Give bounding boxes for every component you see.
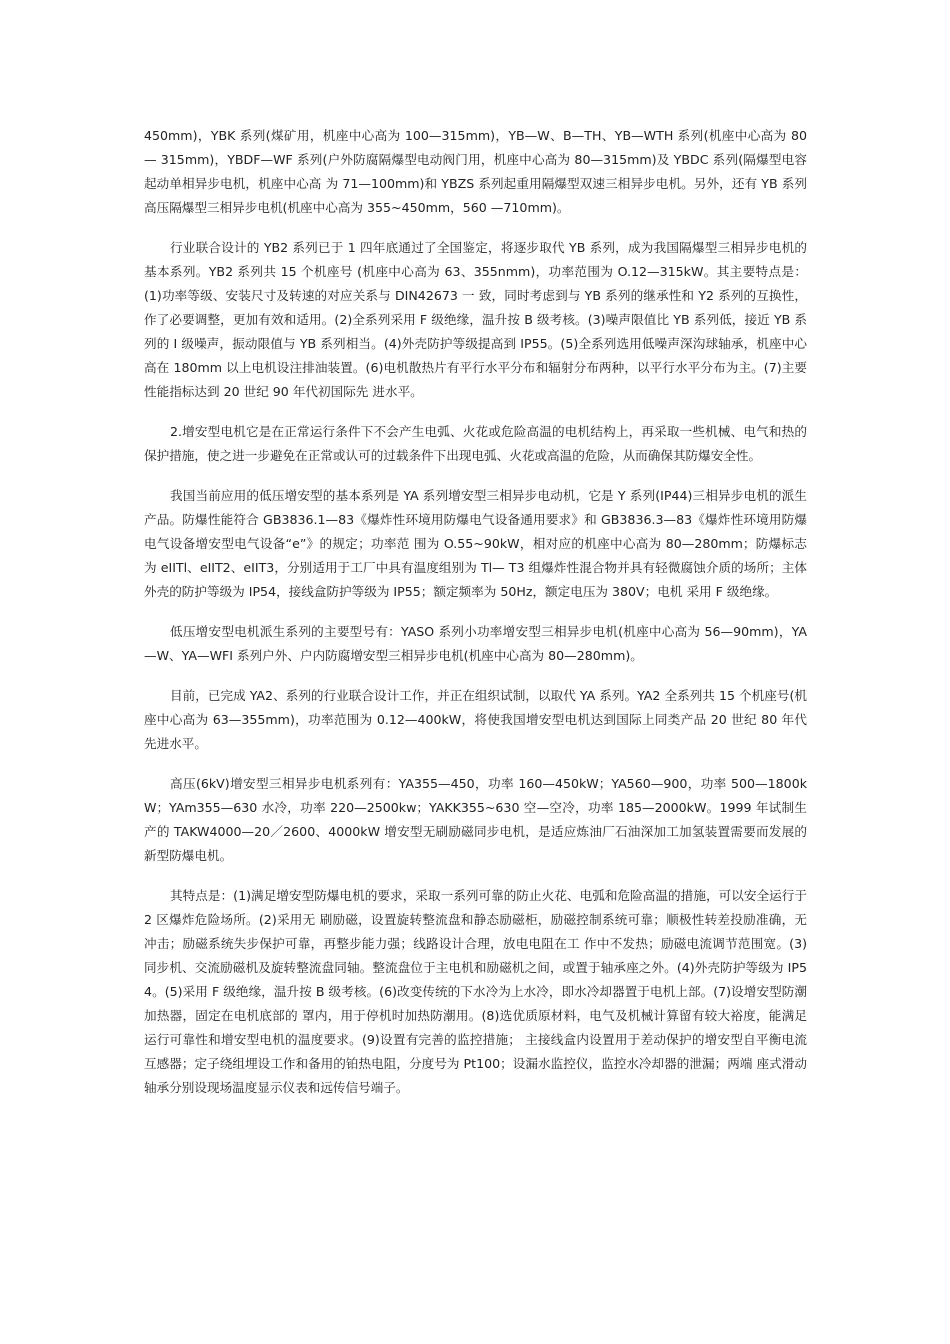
paragraph-ya-series: 我国当前应用的低压增安型的基本系列是 YA 系列增安型三相异步电动机，它是 Y 系列(IP44)三相异步电机的派生产品。防爆性能符合 GB3836.1—83《爆炸性环境用防爆电气设备通用要求》和 GB3836.3—83《爆炸性环境用防爆电气设备增安型电气设备“e”》的规定；功率范 围为 O.55~90kW，相对应的机座中心高为 80—280mm；防爆标志为 eIITl、eIIT2、eIIT3，分别适用于工厂中具有温度组别为 Tl— T3 组爆炸性混合物并具有轻微腐蚀介质的场所；主体外壳的防护等级为 IP54，接线盒防护等级为 IP55；额定频率为 50Hz，额定电压为 380V；电机 采用 F 级绝缘。 <box>144 488 807 599</box>
document-page <box>144 124 807 1116</box>
paragraph-features: 其特点是：(1)满足增安型防爆电机的要求，采取一系列可靠的防止火花、电弧和危险高温的措施，可以安全运行于 2 区爆炸危险场所。(2)采用无 刷励磁，设置旋转整流盘和静态励磁柜，励磁控制系统可靠；顺极性转差投励准确，无冲击；励磁系统失步保护可靠，再整步能力强；线路设计合理，放电电阻在工 作中不发热；励磁电流调节范围宽。(3)同步机、交流励磁机及旋转整流盘同轴。整流盘位于主电机和励磁机之间，或置于轴承座之外。(4)外壳防护等级为 IP54。(5)采用 F 级绝缘，温升按 B 级考核。(6)改变传统的下水冷为上水冷，即水冷却器置于电机上部。(7)设增安型防潮加热器，固定在电机底部的 罩内，用于停机时加热防潮用。(8)选优质原材料，电气及机械计算留有较大裕度，能满足运行可靠性和增安型电机的温度要求。(9)设置有完善的监控措施； 主接线盒内设置用于差动保护的增安型自平衡电流互感器；定子绕组埋设工作和备用的铂热电阻，分度号为 Pt100；设漏水监控仪，监控水冷却器的泄漏；两端 座式滑动轴承分别设现场温度显示仪表和远传信号端子。 <box>144 888 807 1095</box>
paragraph-high-voltage-series: 高压(6kV)增安型三相异步电机系列有：YA355—450，功率 160—450kW；YA560—900，功率 500—1800kW；YAm355—630 水冷，功率 220—2500kw；YAKK355~630 空—空冷，功率 185—2000kW。1999 年试制生产的 TAKW4000—20／2600、4000kW 增安型无刷励磁同步电机，是适应炼油厂石油深加工加氢装置需要而发展的新型防爆电机。 <box>144 776 807 863</box>
paragraph-continuation: 450mm)，YBK 系列(煤矿用，机座中心高为 100—315mm)，YB—W、B—TH、YB—WTH 系列(机座中心高为 80— 315mm)，YBDF—WF 系列(户外防腐隔爆型电动阀门用，机座中心高为 80—315mm)及 YBDC 系列(隔爆型电容起动单相异步电机，机座中心高 为 71—100mm)和 YBZS 系列起重用隔爆型双速三相异步电机。另外，还有 YB 系列高压隔爆型三相异步电机(机座中心高为 355~450mm，560 —710mm)。 <box>144 128 807 215</box>
paragraph-increased-safety-definition: 2.增安型电机它是在正常运行条件下不会产生电弧、火花或危险高温的电机结构上，再采取一些机械、电气和热的保护措施，使之进一步避免在正常或认可的过载条件下出现电弧、火花或高温的危险，从而确保其防爆安全性。 <box>144 424 807 463</box>
paragraph-derived-series: 低压增安型电机派生系列的主要型号有：YASO 系列小功率增安型三相异步电机(机座中心高为 56—90mm)，YA—W、YA—WFI 系列户外、户内防腐增安型三相异步电机(机座中心高为 80—280mm)。 <box>144 624 807 663</box>
paragraph-yb2-series: 行业联合设计的 YB2 系列已于 1 四年底通过了全国鉴定，将逐步取代 YB 系列，成为我国隔爆型三相异步电机的基本系列。YB2 系列共 15 个机座号 (机座中心高为 63、355nmm)，功率范围为 O.12—315kW。其主要特点是：(1)功率等级、安装尺寸及转速的对应关系与 DIN42673 一 致，同时考虑到与 YB 系列的继承性和 Y2 系列的互换性，作了必要调整，更加有效和适用。(2)全系列采用 F 级绝缘，温升按 B 级考核。(3)噪声限值比 YB 系列低，接近 YB 系列的 I 级噪声，振动限值与 YB 系列相当。(4)外壳防护等级提高到 IP55。(5)全系列选用低噪声深沟球轴承，机座中心高在 180mm 以上电机设注排油装置。(6)电机散热片有平行水平分布和辐射分布两种，以平行水平分布为主。(7)主要性能指标达到 20 世纪 90 年代初国际先 进水平。 <box>144 240 807 399</box>
paragraph-ya2-series: 目前，已完成 YA2、系列的行业联合设计工作，并正在组织试制，以取代 YA 系列。YA2 全系列共 15 个机座号(机座中心高为 63—355mm)，功率范围为 0.12—400kW，将使我国增安型电机达到国际上同类产品 20 世纪 80 年代先进水平。 <box>144 688 807 751</box>
